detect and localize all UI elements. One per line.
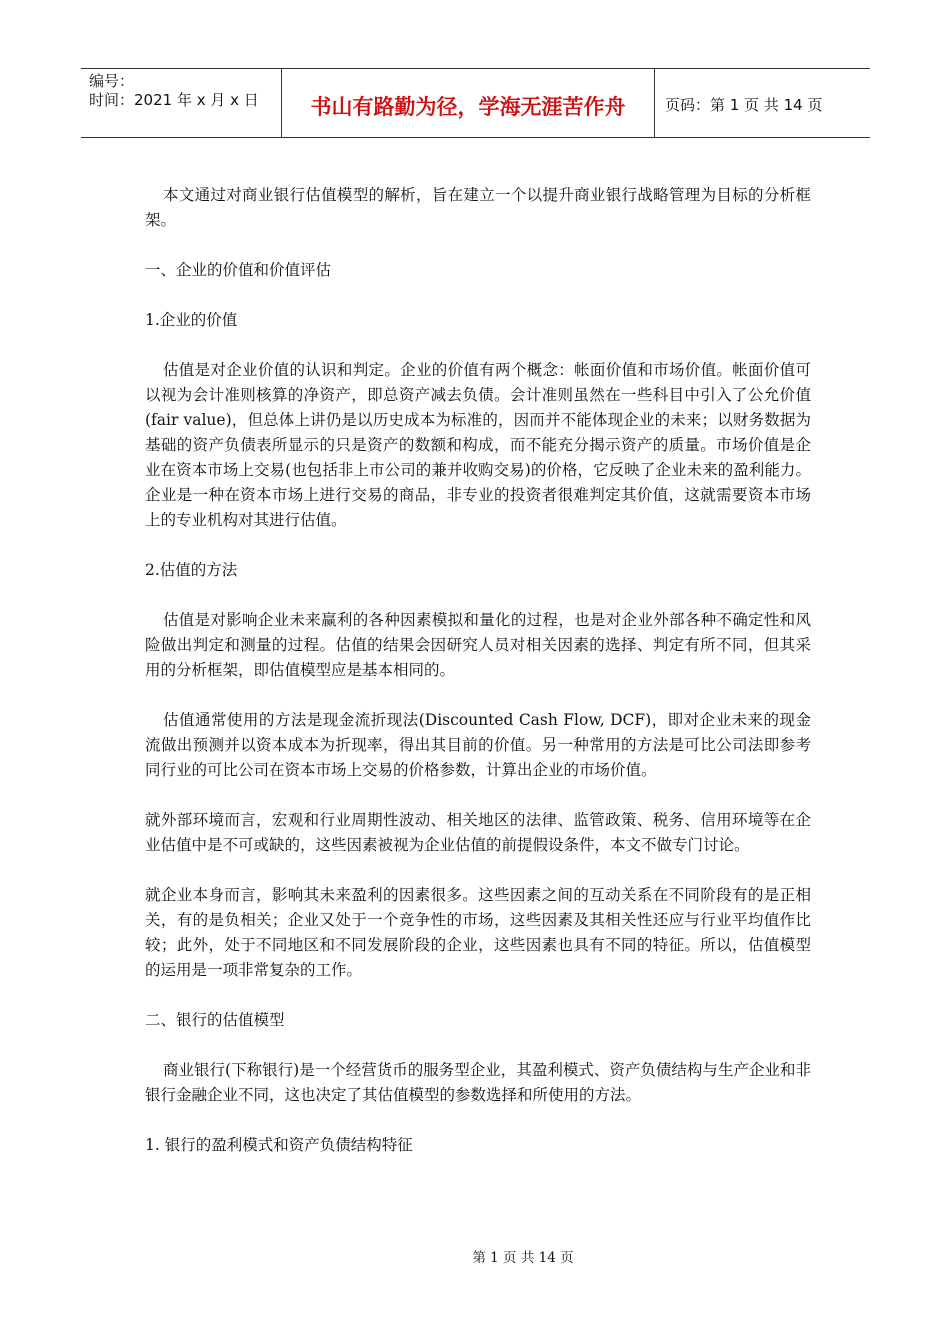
body-paragraph: 估值是对影响企业未来赢利的各种因素模拟和量化的过程，也是对企业外部各种不确定性和风险做出判定和测量的过程。估值的结果会因研究人员对相关因素的选择、判定有所不同，但其采用的分析框架，即估值模型应是基本相同的。 xyxy=(145,611,811,679)
body-paragraph: 就外部环境而言，宏观和行业周期性波动、相关地区的法律、监管政策、税务、信用环境等在企业估值中是不可或缺的，这些因素被视为企业估值的前提假设条件，本文不做专门讨论。 xyxy=(145,811,811,854)
body-paragraph: 商业银行(下称银行)是一个经营货币的服务型企业，其盈利模式、资产负债结构与生产企业和非银行金融企业不同，这也决定了其估值模型的参数选择和所使用的方法。 xyxy=(145,1061,811,1104)
body-paragraph: 估值是对企业价值的认识和判定。企业的价值有两个概念：帐面价值和市场价值。帐面价值可以视为会计准则核算的净资产，即总资产减去负债。会计准则虽然在一些科目中引入了公允价值(fair value)，但总体上讲仍是以历史成本为标准的，因而并不能体现企业的未来；以财务数据为基础的资产负债表所显示的只是资产的数额和构成，而不能充分揭示资产的质量。市场价值是企业在资本市场上交易(也包括非上市公司的兼并收购交易)的价格，它反映了企业未来的盈利能力。企业是一种在资本市场上进行交易的商品，非专业的投资者很难判定其价值，这就需要资本市场上的专业机构对其进行估值。 xyxy=(145,361,811,529)
section-heading: 一、企业的价值和价值评估 xyxy=(145,261,332,279)
section-heading: 二、银行的估值模型 xyxy=(145,1011,285,1029)
document-body xyxy=(145,183,811,1183)
subsection-heading: 1. 银行的盈利模式和资产负债结构特征 xyxy=(145,1136,413,1154)
page-footer xyxy=(0,1246,950,1266)
body-paragraph: 就企业本身而言，影响其未来盈利的因素很多。这些因素之间的互动关系在不同阶段有的是正相关，有的是负相关；企业又处于一个竞争性的市场，这些因素及其相关性还应与行业平均值作比较；此外，处于不同地区和不同发展阶段的企业，这些因素也具有不同的特征。所以，估值模型的运用是一项非常复杂的工作。 xyxy=(145,886,811,979)
header-motto-cell xyxy=(282,69,655,137)
subsection-heading: 2.估值的方法 xyxy=(145,561,238,579)
motto-text: 书山有路勤为径，学海无涯苦作舟 xyxy=(310,95,626,119)
body-paragraph: 估值通常使用的方法是现金流折现法(Discounted Cash Flow, DCF)，即对企业未来的现金流做出预测并以资本成本为折现率，得出其目前的价值。另一种常用的方法是可比公司法即参考同行业的可比公司在资本市场上交易的价格参数，计算出企业的市场价值。 xyxy=(145,711,811,779)
number-label: 编号： xyxy=(89,72,135,90)
header-page-cell xyxy=(655,69,870,137)
subsection-heading: 1.企业的价值 xyxy=(145,311,238,329)
page-header xyxy=(81,68,870,138)
header-meta-cell xyxy=(81,69,282,137)
footer-page-number: 第 1 页 共 14 页 xyxy=(472,1250,574,1266)
intro-paragraph: 本文通过对商业银行估值模型的解析，旨在建立一个以提升商业银行战略管理为目标的分析框架。 xyxy=(145,186,811,229)
time-label: 时间：2021 年 x 月 x 日 xyxy=(89,91,259,109)
page-info: 页码：第 1 页 共 14 页 xyxy=(665,95,823,114)
